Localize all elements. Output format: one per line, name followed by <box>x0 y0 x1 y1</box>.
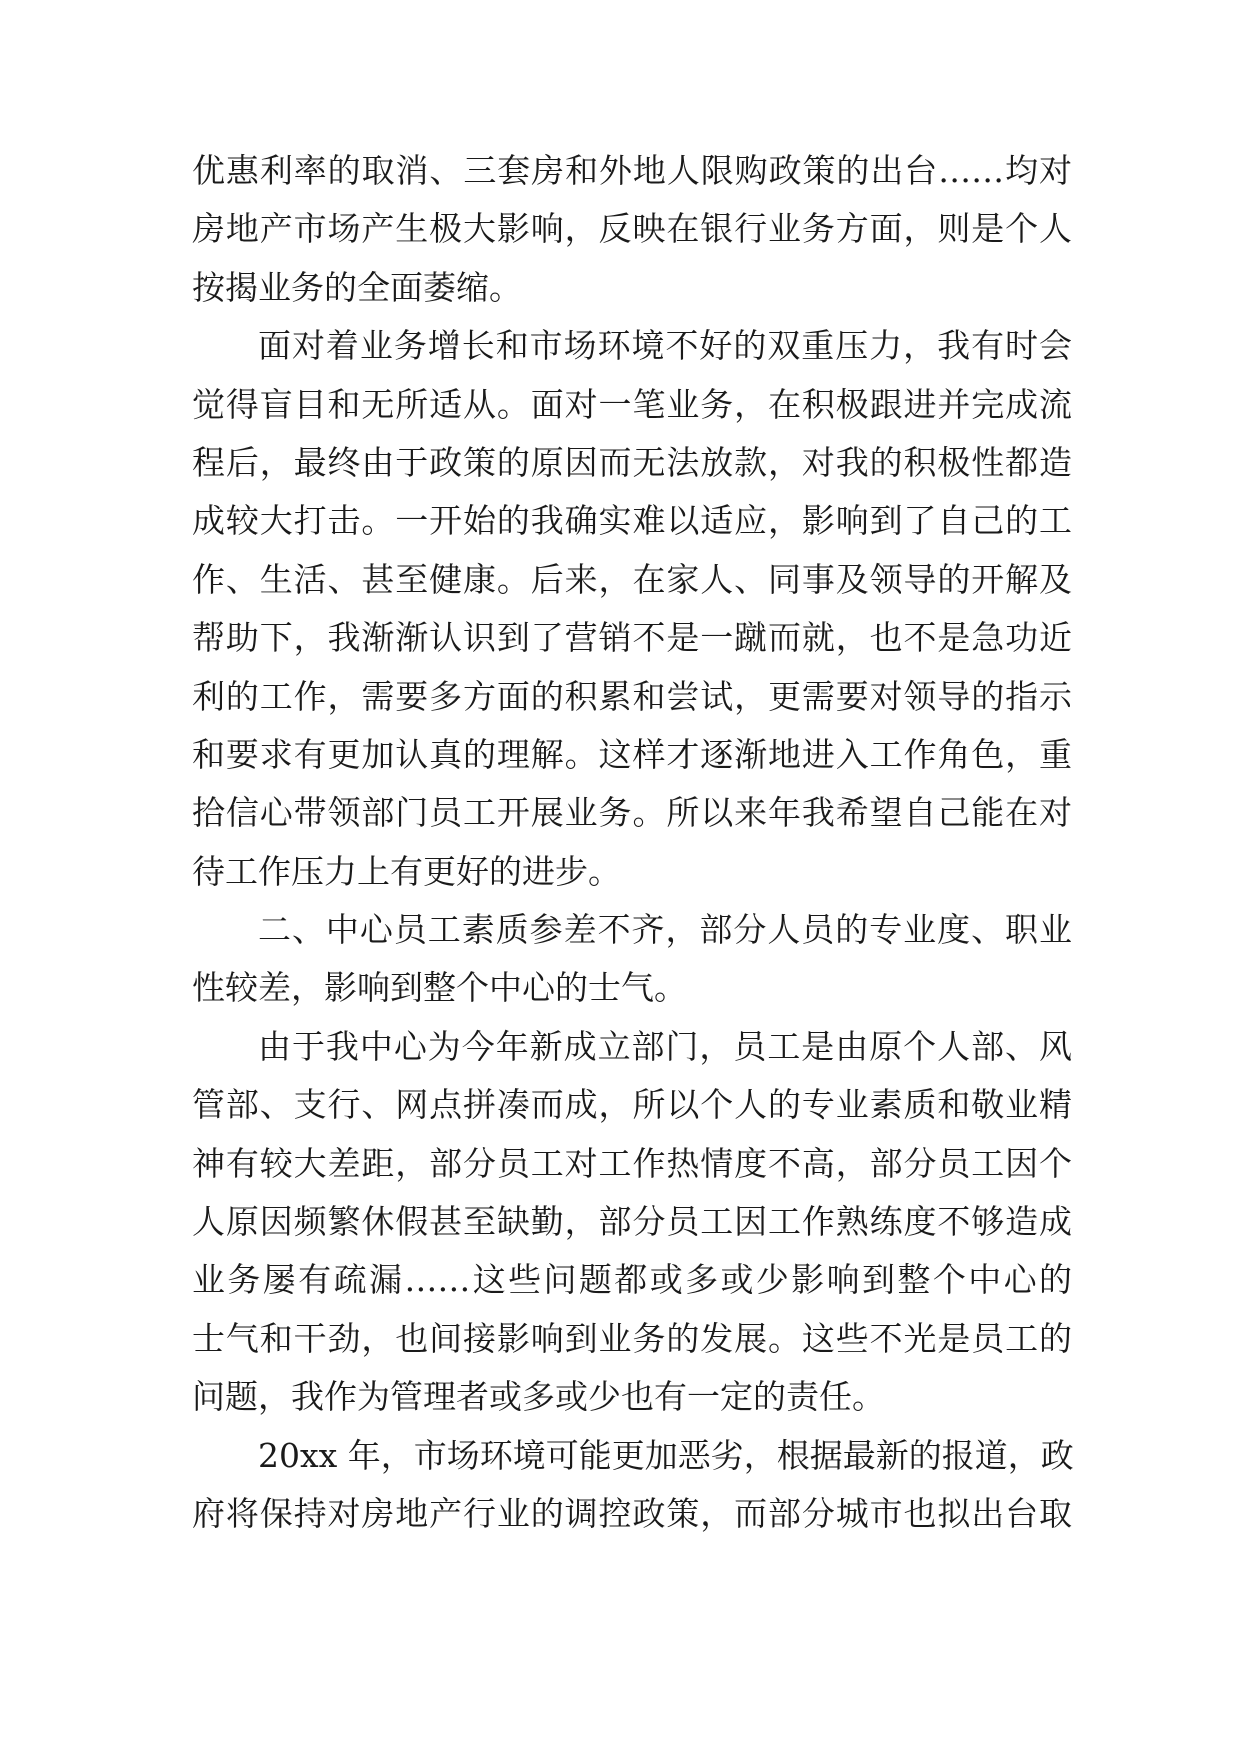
text-line: 作、生活、甚至健康。后来，在家人、同事及领导的开解及 <box>192 559 1072 599</box>
paragraph-2 <box>192 317 1072 901</box>
text-line: 管部、支行、网点拼凑而成，所以个人的专业素质和敬业精 <box>192 1085 1072 1125</box>
text-line: 觉得盲目和无所适从。面对一笔业务，在积极跟进并完成流 <box>192 384 1072 424</box>
text-line: 程后，最终由于政策的原因而无法放款，对我的积极性都造 <box>192 442 1072 482</box>
text-line: 20xx 年，市场环境可能更加恶劣，根据最新的报道，政 <box>258 1435 1074 1475</box>
paragraph-4 <box>192 1018 1072 1427</box>
paragraph-1 <box>192 142 1072 317</box>
text-line: 拾信心带领部门员工开展业务。所以来年我希望自己能在对 <box>192 793 1072 833</box>
text-line: 帮助下，我渐渐认识到了营销不是一蹴而就，也不是急功近 <box>192 618 1072 658</box>
text-line: 神有较大差距，部分员工对工作热情度不高，部分员工因个 <box>192 1143 1072 1183</box>
paragraph-3 <box>192 901 1072 1018</box>
text-line: 优惠利率的取消、三套房和外地人限购政策的出台……均对 <box>192 151 1072 190</box>
text-line: 由于我中心为今年新成立部门，员工是由原个人部、风 <box>258 1026 1072 1066</box>
text-line: 性较差，影响到整个中心的士气。 <box>192 968 687 1008</box>
text-line: 面对着业务增长和市场环境不好的双重压力，我有时会 <box>258 326 1072 366</box>
text-line: 府将保持对房地产行业的调控政策，而部分城市也拟出台取 <box>192 1493 1072 1533</box>
text-line: 士气和干劲，也间接影响到业务的发展。这些不光是员工的 <box>192 1318 1072 1358</box>
text-line: 人原因频繁休假甚至缺勤，部分员工因工作熟练度不够造成 <box>192 1202 1072 1242</box>
text-line: 成较大打击。一开始的我确实难以适应，影响到了自己的工 <box>192 501 1072 541</box>
document-body <box>192 142 1072 1543</box>
text-line: 问题，我作为管理者或多或少也有一定的责任。 <box>192 1377 885 1417</box>
text-line: 利的工作，需要多方面的积累和尝试，更需要对领导的指示 <box>192 676 1072 716</box>
text-line: 房地产市场产生极大影响，反映在银行业务方面，则是个人 <box>192 209 1072 249</box>
paragraph-5 <box>192 1427 1072 1544</box>
text-line: 业务屡有疏漏……这些问题都或多或少影响到整个中心的 <box>192 1260 1072 1300</box>
text-line: 按揭业务的全面萎缩。 <box>192 267 522 307</box>
text-line: 和要求有更加认真的理解。这样才逐渐地进入工作角色，重 <box>192 734 1072 774</box>
text-line: 待工作压力上有更好的进步。 <box>192 851 621 891</box>
text-line: 二、中心员工素质参差不齐，部分人员的专业度、职业 <box>258 910 1072 950</box>
